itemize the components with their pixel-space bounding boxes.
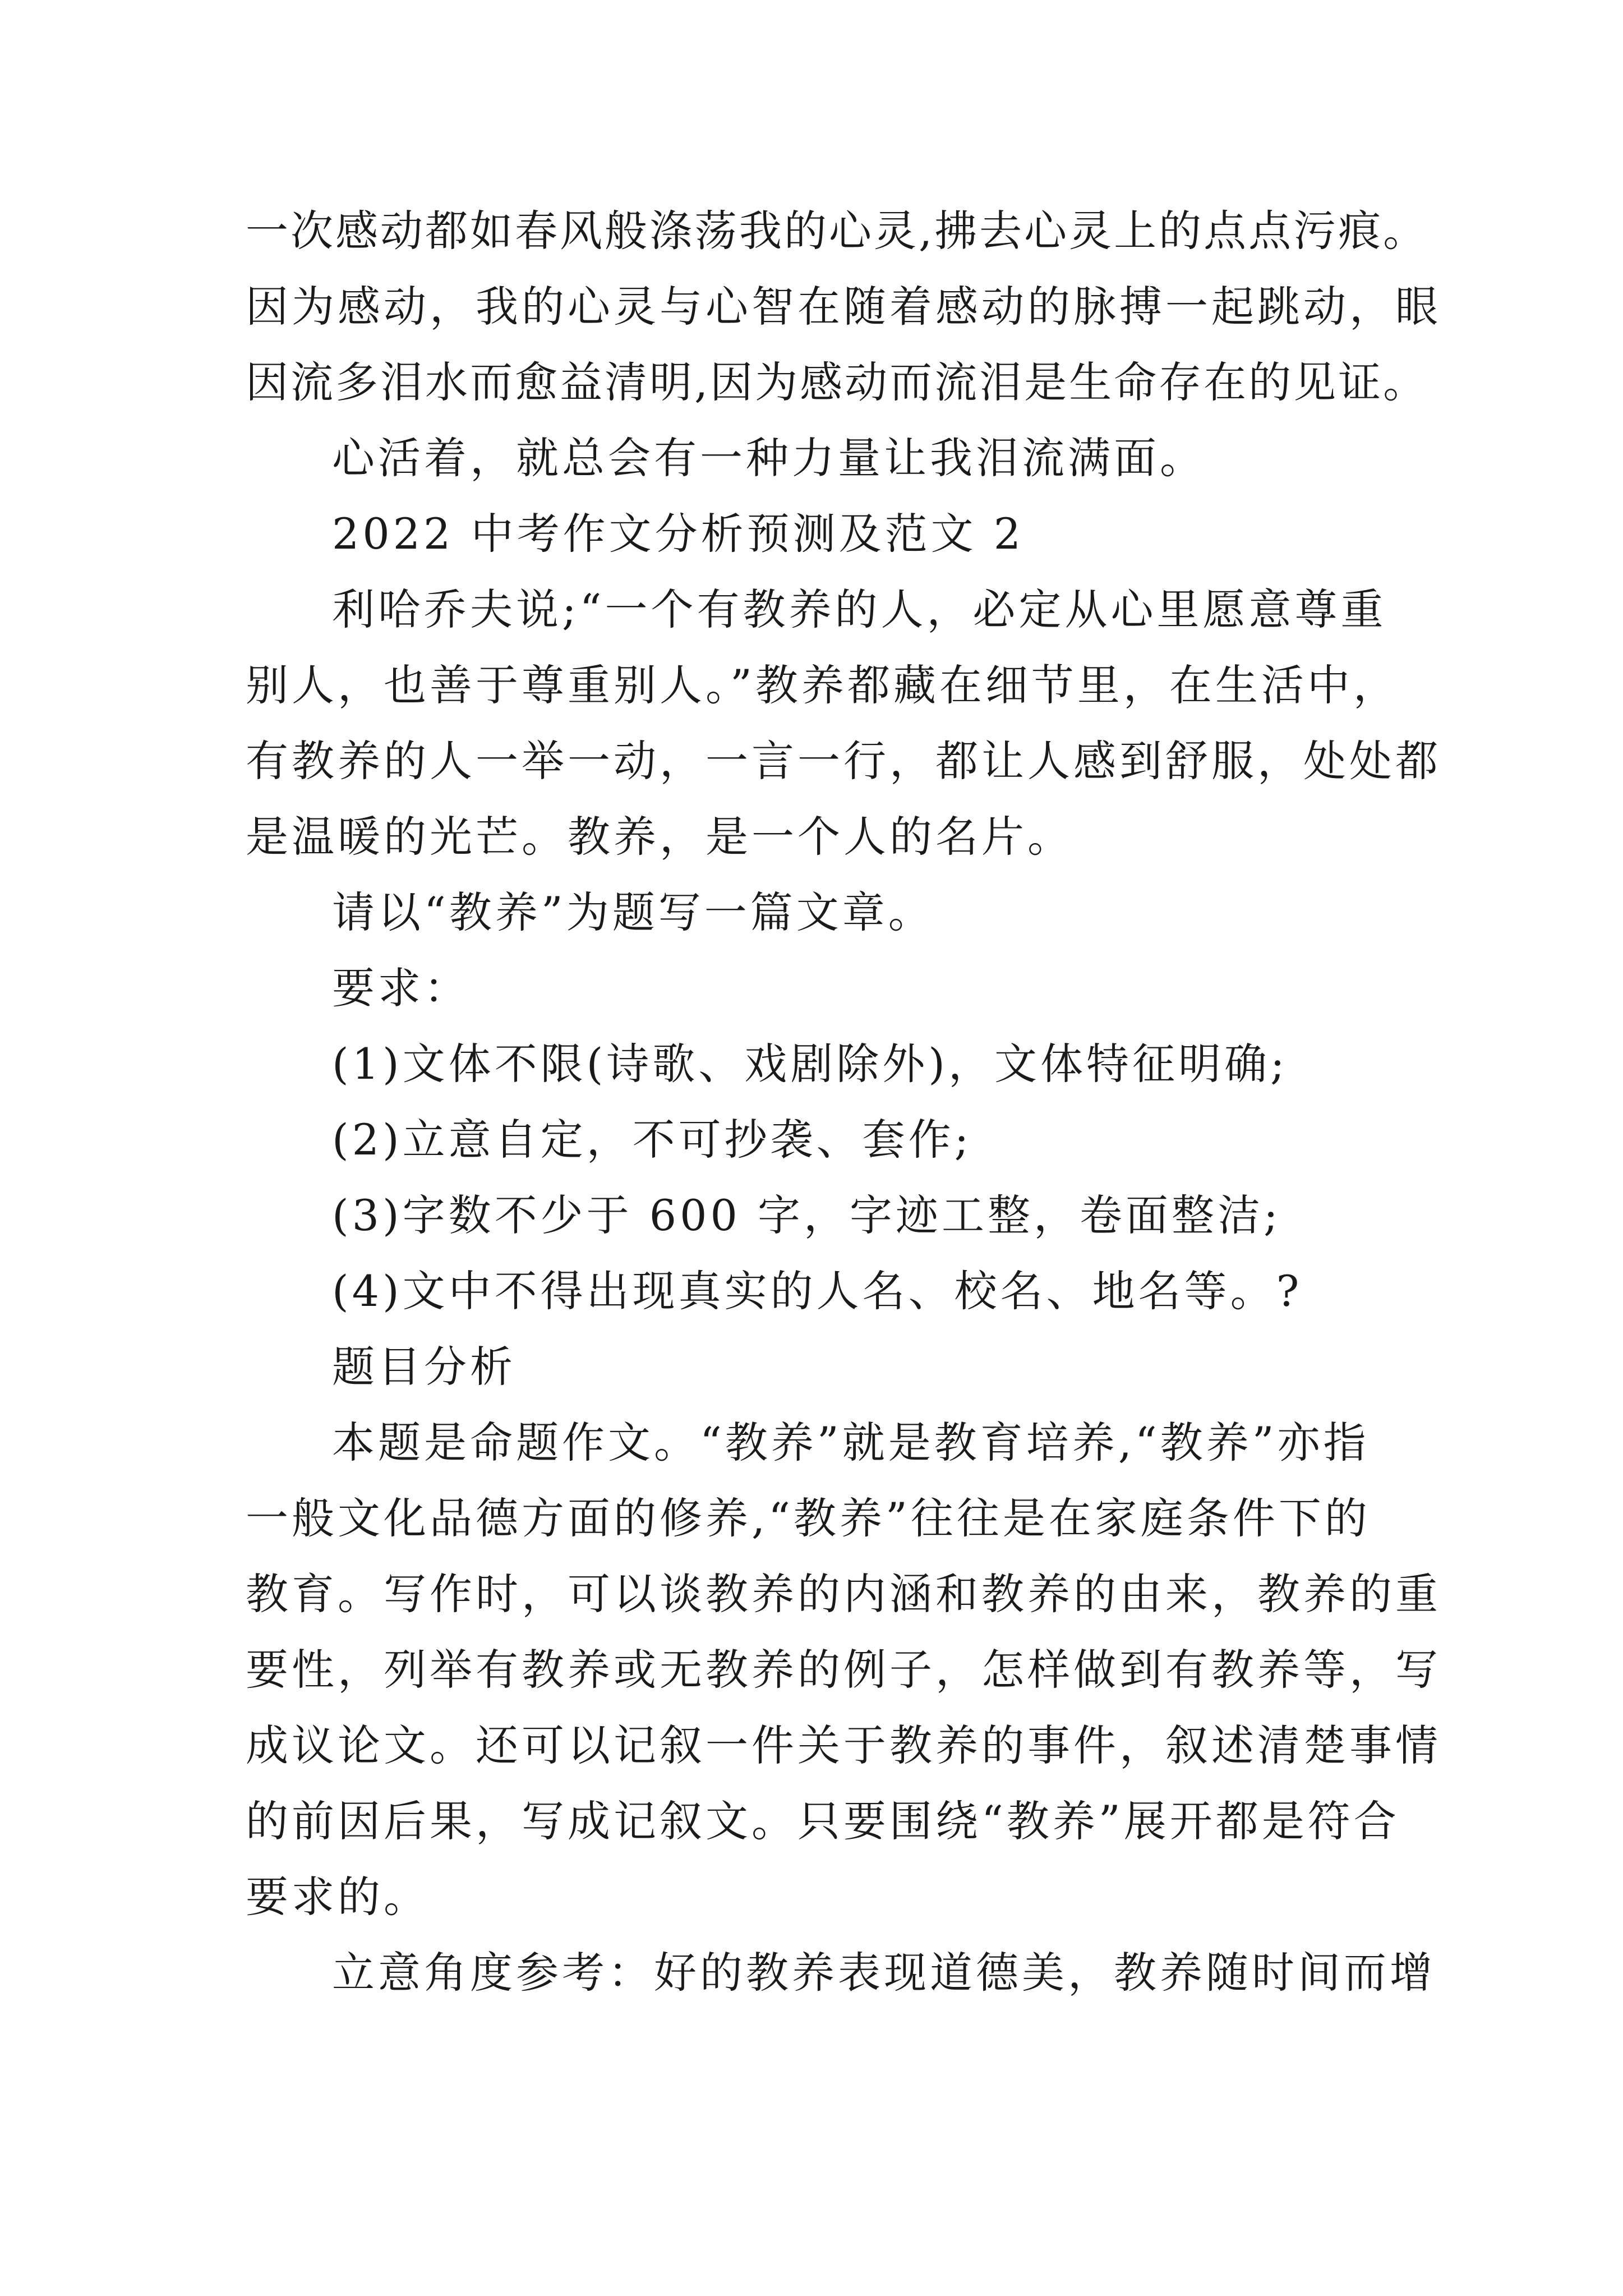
analysis-heading: 题目分析 xyxy=(332,1342,516,1392)
text-line: 本题是命题作文。“教养”就是教育培养,“教养”亦指 xyxy=(332,1418,1370,1467)
requirement-item: (3)字数不少于 600 字，字迹工整，卷面整洁; xyxy=(332,1190,1281,1240)
text-line: 是温暖的光芒。教养，是一个人的名片。 xyxy=(246,812,1073,862)
requirement-item: (4)文中不得出现真实的人名、校名、地名等。? xyxy=(332,1266,1303,1316)
requirements-heading: 要求： xyxy=(332,963,470,1013)
text-line: 要求的。 xyxy=(246,1872,430,1922)
text-line: 因流多泪水而愈益清明,因为感动而流泪是生命存在的见证。 xyxy=(246,357,1428,407)
text-line: 要性，列举有教养或无教养的例子，怎样做到有教养等，写 xyxy=(246,1645,1441,1695)
text-line: 教育。写作时，可以谈教养的内涵和教养的由来，教养的重 xyxy=(246,1569,1441,1619)
text-line: 一次感动都如春风般涤荡我的心灵,拂去心灵上的点点污痕。 xyxy=(246,206,1428,256)
text-line: 请以“教养”为题写一篇文章。 xyxy=(332,887,934,937)
text-line: 的前因后果，写成记叙文。只要围绕“教养”展开都是符合 xyxy=(246,1796,1400,1846)
text-line: 立意角度参考：好的教养表现道德美，教养随时间而增 xyxy=(332,1948,1436,1998)
text-line: 心活着，就总会有一种力量让我泪流满面。 xyxy=(332,433,1206,483)
requirement-item: (1)文体不限(诗歌、戏剧除外)，文体特征明确; xyxy=(332,1039,1288,1089)
text-line: 一般文化品德方面的修养,“教养”往往是在家庭条件下的 xyxy=(246,1493,1371,1543)
text-line: 成议论文。还可以记叙一件关于教养的事件，叙述清楚事情 xyxy=(246,1720,1441,1770)
section-heading: 2022 中考作文分析预测及范文 2 xyxy=(332,509,1025,559)
text-line: 因为感动，我的心灵与心智在随着感动的脉搏一起跳动，眼 xyxy=(246,282,1441,332)
requirement-item: (2)立意自定，不可抄袭、套作; xyxy=(332,1115,972,1165)
text-line: 利哈乔夫说;“一个有教养的人，必定从心里愿意尊重 xyxy=(332,585,1387,634)
text-line: 有教养的人一举一动，一言一行，都让人感到舒服，处处都 xyxy=(246,736,1441,786)
text-line: 别人，也善于尊重别人。”教养都藏在细节里，在生活中， xyxy=(246,660,1399,710)
